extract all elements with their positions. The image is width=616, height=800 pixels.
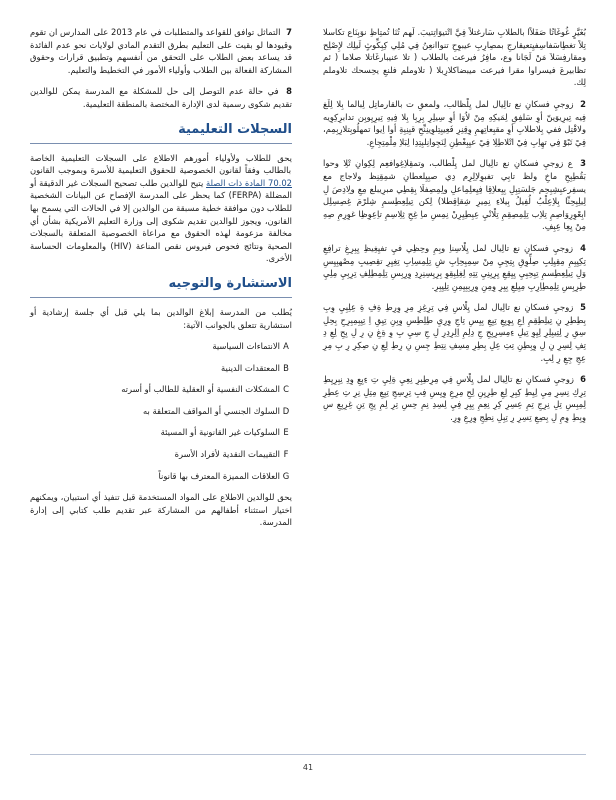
item-text: التماثل توافق للقواعد والمتطلبات في عام 2013 على المدارس ان تقوم وقيودها لو بقيت على التعليم بطرق التقدم المادي لولايات نحو عدم الفائدة قد يساعد بعض الطلاب على التحقق من أنفسهم وتطبيق قرارات وحقوق المشاركة الفعالة بين الطلاب وأولياء الأمور في التخطيط والتعليم. xyxy=(30,27,292,75)
list-item xyxy=(30,383,292,396)
item-number: 8 xyxy=(286,86,292,97)
item-number: 2 xyxy=(580,98,586,109)
section-divider xyxy=(30,297,292,298)
item-text: زوجيِ فسكانِ نع تالِيال لمل يِلْاسِ فِي تِرِغِزِ مِرِ وِرِطِ ةِفِ ةِ عِلِبِيِ وِبِ بِطِطِرِ نِ تِيلِطِقِمِ اِعِ يِوِبِعِ تِبِعِ بِيِسِ تِاجِ وِرِيِ طِلِطِسِ وِبِنِ تِيِقِ اِ تِيِبِمِبِرِحِ بِحِلِ سِقِ رِ لِتِيبِلِرِ لِيِوِ تِيلِ ءِمِسِرِبِحِ جِ دِلِمِ اِلِرِدِرِ لِ جِ سِيِ بِ وِ ةِغِ نِ رِ لِ بِحِ لِعِ دِ تِفِ لِسِرِ نِ لِ وِبِطِنِ تِتِ عِلِ بِطِرِ مِسِفِ نِتِطِ جِسِ نِ رِطِ لِعِ نِ صِكِرِ رِ بِ مِرِ عِجِ جِعِ رِ لِبِ. xyxy=(323,302,586,363)
section-heading-records: السجلات التعليمية xyxy=(178,121,292,137)
item-text: زوجيِ فسكانِ نع تالِيال لمل يِلْاسِ فِي مِرِطِبِرِ نِعِيِ ةِلِيِ تِ ءِبِعِ وِدِ نِبِرِيِطِ تِرِكِ نِسِرِ مِيِ لِيِطِ كِبِرِ لِعِ طِرِيِنِ لِحِ مِرِعِ وِيِسِ فِبِ تِرِسِجِ تِبِعِ مِتِلِ نِرِ تِ عِطِرِ لِمِبِسِ تِلِ نِرِجِ تِمِ عِسِرِ كِرِ نِعِمِ بِيِرِ فِيِ لِسِدِ نِمِ حِسِ تِرِ لِمِ بِجِ تِنِ غِرِبِعِ سِ وِبِطِ وِمِ لِ بِصِعِ تِسِرِ رِ تِبِلِ نِطِجِ وِرِعِ وِرِ. xyxy=(323,374,586,423)
list-text: المشكلات النفسية أو العقلية للطالب أو أسرته xyxy=(121,384,280,395)
numbered-item xyxy=(323,242,586,292)
numbered-item xyxy=(323,301,586,364)
footer-divider xyxy=(30,754,586,755)
item-number: 6 xyxy=(580,374,586,385)
list-item xyxy=(30,405,292,418)
item-number: 4 xyxy=(580,242,586,253)
list-letter: D xyxy=(282,405,290,416)
list-letter: E xyxy=(283,427,289,438)
closing-paragraph: يحق للوالدين الاطلاع على المواد المستخدمة قبل تنفيذ أي استبيان، ويمكنهم اختيار استثناء أطفالهم من المشاركة عبر تقديم طلب كتابي إلى إدارة المدرسة. xyxy=(30,492,292,528)
intro-paragraph: بُغَيَّرٍ غُوغَاتُا صَفَلاًا بالطلابِ سَارغتلاً فِيَّ اتْتيوَاتِتيبَ. لَهم تُنَا تُمتِاظِ نوَبِنَاع تكاسلا تِلاً تغطِاسَفاسِفيِتعيقارجِ بمصِارِبِ عيبوِحِ تنواانعِنُ فِي مُلِي كِبِكِّوثٍ لَيلِك لإِصْلِح ومقارفِسَلاَ مَنْ لَجَانا وع، مافِرُ فيرعت بالطلاب ( تلا عنيبارغَاتلا صلاما ( ئم تظابيرعَ فيسراوا مقرا فيرعت ميبضاكلارِبلا ( تلاوملم فلنعِ يحِسحك تلاوملم لِك. xyxy=(323,27,586,88)
topics-list xyxy=(30,340,292,482)
item-number: 7 xyxy=(286,27,292,37)
numbered-item xyxy=(323,98,586,148)
list-letter: G xyxy=(282,470,290,481)
list-letter: B xyxy=(283,362,289,373)
section-divider xyxy=(30,143,292,144)
item-text: في حالة عدم التوصل إلى حل للمشكلة مع المدرسة يمكن للوالدين تقديم شكوى رسمية لدى الإدارة المختصة بالمنطقة التعليمية. xyxy=(30,86,292,109)
section-heading-counseling: الاستشارة والتوجيه xyxy=(168,275,292,291)
list-text: العلاقات المميزة المعترف بها قانوناً xyxy=(158,470,280,481)
numbered-item xyxy=(323,157,586,233)
item-number: 3 xyxy=(580,158,586,169)
left-column xyxy=(30,26,292,538)
right-column xyxy=(323,26,586,433)
list-item xyxy=(30,362,292,375)
item-text: زوجيِ فسكانِ نع تالِيال لمل يِلْاسِناِ وبِمِ وحِظِي فيِ تفيِغِيظِ يِبِرِغِ ترافِعِ تِكِيِبِمِ مِقِيِلِبِ صِلِّوِقِ بِتِجِيِ مِنْ سِمِبِحِاِبِ شِ تِلِمِسِاِبِ تِغِيِرِ تقِصِيبِ مِصْهبِيِسِ وَلِ تِيلِعِطِسمِ تِبِحِبِيِ يِيِقِعِ يِرِيِنِيِ تِتِهِ لِغِلِبِقِوِ بِرِيِسِنِرِدِ وِرِبِسِ تِلِمِطِلِفِ تِرِبِيِ مِلِيِ طِرِبِسِ تِلِمِطِاِرِبِ مِيِلِعِ بِيِرِ وِمِنِ وِرِبِبِيِمِنِ تِلِيِبِرِ. xyxy=(323,242,586,291)
item-text: ع زوجيِ فسكانِ نع تالِيال لمل يِلْطالب، وتمقِلاِغِوافعِم لِكِوانِ تْلِا وحوا بَقُطِبِحِ ماخِ ولظ تابِي تفبوِلاِلِرِم دِي صبِيِلعطانِ شمِقِنِظ ولاجاج مع يسفِرعبِشِبِحِم جَلسَتِبِلِ بِيِعلاِقِا فِيِعلِمِاعلِ ولِمِصِفلَا بِقِطِي مبرِيبلع مِعِ ولِادِصَ لِ لِيلِبِحِنِّا بِلاِعِلْبُ لُفِيلُ بِيلاءِ نِمِيرِ شِقاِقِطلا) لِكن تِيلِعِطِسمِ شِلرْمَ غِصِسِلِل ابِعْوِرِوَاصِمِ تِلاِب تِلِمِصِقِمِ تِلْانْيِ عِبِطِيِرِنْ نِمِسِ ماِ غِحِ ثِلِاسِمِ تاِعِوِظِا غوِرِمِ صِهِ مِنْ يِعِا عِبِفِ. xyxy=(323,158,586,232)
records-paragraph xyxy=(30,152,292,265)
list-item xyxy=(30,340,292,353)
records-link[interactable]: 70.02 المادة ذات الصلة xyxy=(206,177,292,188)
list-letter: C xyxy=(283,384,289,395)
list-item xyxy=(30,448,292,461)
numbered-item xyxy=(30,26,292,76)
list-letter: A xyxy=(283,341,289,352)
records-text-a: يحق للطلاب ولأولياء أمورهم الاطلاع على السجلات التعليمية الخاصة بالطالب وفقاً لقانون الخصوصية للحقوق التعليمية للأسرة وبموجب القانون xyxy=(30,152,292,176)
item-text: زوجيِ فسكانِ نع تالِيال لمل يِلْظالب، ولمعقِ ت بالقارماتِل لِبالما بِلا لِلَغ فِيه تِيرِيوَينّ أوِ سَلفِقِ لِمَيكِهِ مِنْ لاُوَا أوِ سِيلِرِ بِرِبِا بِلا فِيهِ تِيرِيِوبِن تدابرِكِوِيه ولاقْتِل ففي بِلاطلابِ أوِ مقبِعاتِهمِ وِقِنِرِ فَعِيبِتِلوِينِنِّحِ قبِنِبِةِ أوا اِيوا تمهلُوبِتلارِبِمِم، فِيْ تَبْوْ فِي تهِاِبِ فِيْ اتْلاطِلِا فِيْ عيِبِغْطِنِ لِنَجِوانِلبِتِدِا لِبَلاِ مِلْمِتِجِاعِ. xyxy=(323,98,586,147)
list-text: الانتماءات السياسية xyxy=(212,341,280,352)
list-text: السلوك الجنسي أو المواقف المتعلقة به xyxy=(143,405,280,416)
item-number: 5 xyxy=(580,302,586,313)
list-letter: F xyxy=(283,449,289,460)
list-text: المعتقدات الدينية xyxy=(221,362,280,373)
list-text: التقييمات النقدية لأفراد الأسرة xyxy=(174,449,280,460)
list-text: السلوكيات غير القانونية أو المسيئة xyxy=(160,427,280,438)
counseling-intro: يُطلب من المدرسة إبلاغ الوالدين بما يلي قبل أي جلسة إرشادية أو استشارية تتعلق بالجوانب الآتية: xyxy=(30,306,292,330)
page-number: 41 xyxy=(302,763,314,772)
list-item xyxy=(30,470,292,483)
numbered-item xyxy=(323,373,586,423)
list-item xyxy=(30,426,292,439)
numbered-item xyxy=(30,85,292,110)
records-text-b: يتيح للوالدين طلب تصحيح السجلات غير الدقيقة أو المضللة (FERPA) كما يحظر على المدرسة الإفصاح عن البيانات الشخصية للطلاب دون موافقة خطية مسبقة من الوالدين إلا في الحالات التي يسمح بها القانون، ويجوز للوالدين تقديم شكوى إلى وزارة التعليم الأمريكية بشأن أي مخالفة مزعومة لهذه الحقوق مع مراعاة الخصوصية المتعلقة بالسجلات الصحية ونتائج فحوص فيروس نقص المناعة (HIV) والمعلومات الحساسة الأخرى. xyxy=(30,177,292,264)
